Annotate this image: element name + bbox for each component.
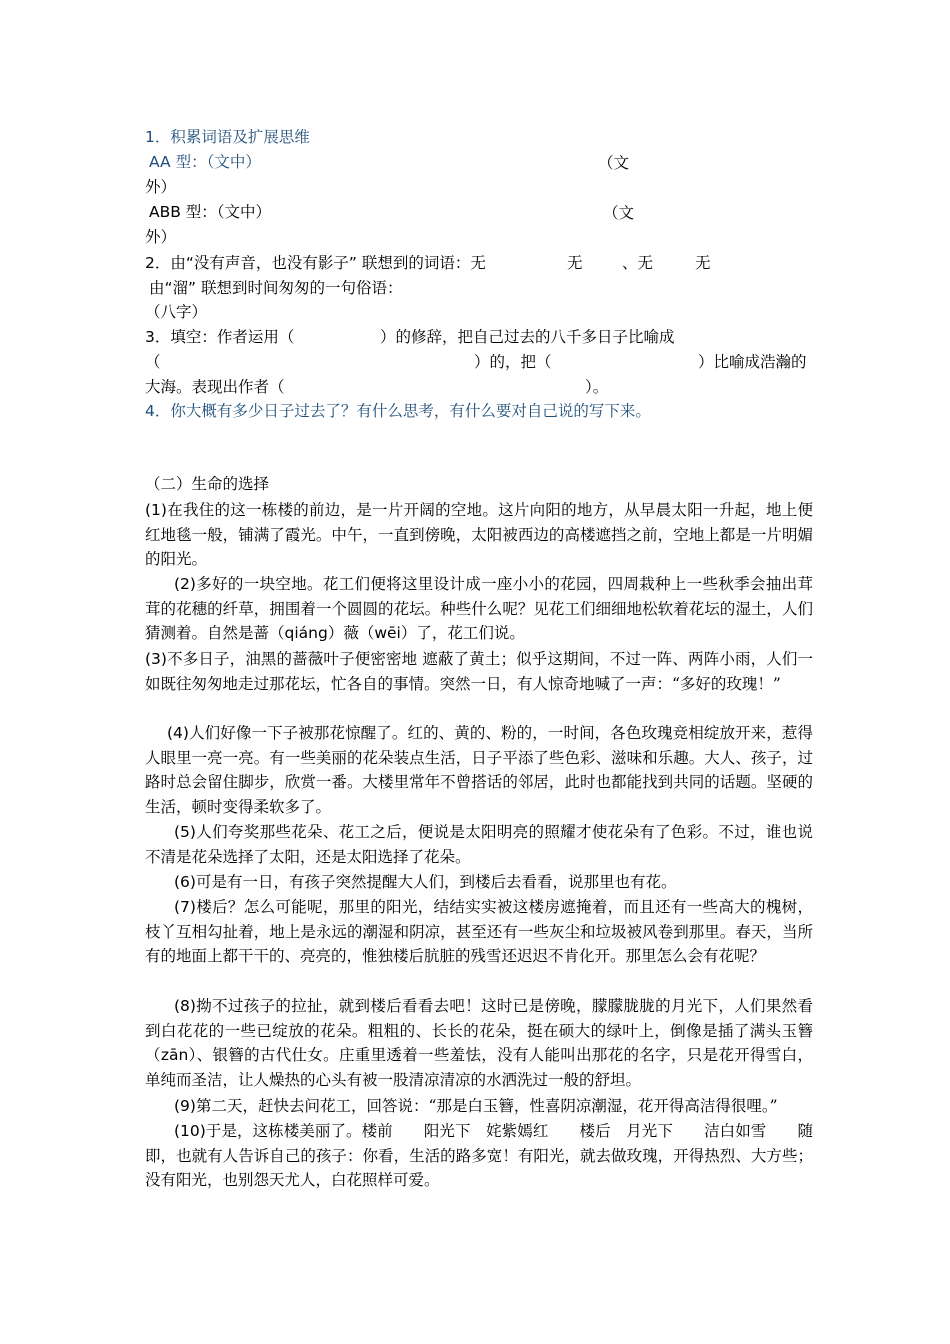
paragraph-number: (7) <box>174 898 196 916</box>
pinyin: zān <box>160 1046 189 1064</box>
question-3-part-b: ）的修辞，把自己过去的八千多日子比喻成 <box>380 328 675 346</box>
paragraph-5 <box>145 820 813 869</box>
paragraph-2 <box>145 572 813 646</box>
paragraph-text: 第二天，赶快去问花工，回答说：“那是白玉簪，性喜阴凉潮湿，花开得高洁得很哩。” <box>195 1097 778 1115</box>
question-3-part-f: 大海。表现出作者（ <box>145 378 285 396</box>
paragraph-number: (5) <box>174 823 196 841</box>
question-2-line-1: 2．由“没有声音，也没有影子” 联想到的词语：无 <box>145 254 486 272</box>
paragraph-number: (9) <box>174 1097 196 1115</box>
paragraph-7 <box>145 895 813 969</box>
paragraph-text: 于是，这栋楼美丽了。楼前 阳光下 姹紫嫣红 楼后 月光下 洁白如雪 随即，也就有人告诉自己的孩子：你看，生活的路多宽！有阳光，就去做玫瑰，开得热烈、大方些；没有阳光，也别怨天尤人，白花照样可爱。 <box>145 1122 813 1189</box>
paragraph-text: ）、银簪的古代仕女。庄重里透着一些羞怯，没有人能叫出那花的名字，只是花开得雪白，单纯而圣洁，让人燥热的心头有被一股清凉清凉的水洒洗过一般的舒坦。 <box>145 1046 813 1089</box>
paragraph-text: 人们好像一下子被那花惊醒了。红的、黄的、粉的，一时间，各色玫瑰竞相绽放开来，惹得人眼里一亮一亮。有一些美丽的花朵装点生活，日子平添了些色彩、滋味和乐趣。大人、孩子，过路时总会留住脚步，欣赏一番。大楼里常年不曾搭话的邻居，此时也都能找到共同的话题。坚硬的生活，顿时变得柔软多了。 <box>145 724 813 816</box>
paragraph-text: 多好的一块空地。花工们便将这里设计成一座小小的花园，四周栽种上一些秋季会抽出茸茸的花穗的纤草，拥围着一个圆圆的花坛。种些什么呢？见花工们细细地松软着花坛的湿土，人们猜测着。自然是蔷（ <box>145 575 813 642</box>
paragraph-10 <box>145 1119 813 1193</box>
paragraph-text: ）了，花工们说。 <box>400 624 525 642</box>
paragraph-text: ）薇（ <box>327 624 375 642</box>
passage-title: （二）生命的选择 <box>145 475 270 493</box>
question-3-part-e: ）比喻成浩瀚的 <box>698 353 807 371</box>
aa-type-label: AA 型：（文中） <box>149 153 261 171</box>
question-3-part-d: ）的，把（ <box>474 353 552 371</box>
pinyin: wēi <box>374 624 401 642</box>
aa-type-outside-cont: 外） <box>145 178 177 196</box>
paragraph-1 <box>145 498 813 572</box>
paragraph-number: (2) <box>174 575 196 593</box>
paragraph-3 <box>145 647 813 696</box>
question-2-blank-4: 无 <box>695 254 711 272</box>
question-2-blank-3: 、无 <box>622 254 654 272</box>
abb-type-outside-cont: 外） <box>145 228 177 246</box>
paragraph-text: 在我住的这一栋楼的前边，是一片开阔的空地。这片向阳的地方，从早晨太阳一升起，地上便红地毯一般，铺满了霞光。中午，一直到傍晚，太阳被西边的高楼遮挡之前，空地上都是一片明媚的阳光。 <box>145 501 813 568</box>
paragraph-number: (6) <box>174 873 196 891</box>
paragraph-9 <box>145 1094 813 1119</box>
question-1-title: 1．积累词语及扩展思维 <box>145 128 310 146</box>
paragraph-text: 不多日子，油黑的蔷薇叶子便密密地 遮蔽了黄土；似乎这期间，不过一阵、两阵小雨，人们一如既往匆匆地走过那花坛，忙各自的事情。突然一日，有人惊奇地喊了一声：“多好的玫瑰！” <box>145 650 813 693</box>
question-4: 4．你大概有多少日子过去了？有什么思考，有什么要对自己说的写下来。 <box>145 402 651 420</box>
paragraph-number: (3) <box>145 650 167 668</box>
aa-type-outside: （文 <box>598 154 630 172</box>
paragraph-number: (10) <box>174 1122 206 1140</box>
abb-type-label: ABB 型：（文中） <box>149 203 272 221</box>
paragraph-number: (1) <box>145 501 167 519</box>
pinyin: qiáng <box>284 624 328 642</box>
paragraph-6 <box>145 870 813 895</box>
question-2-line-3: （八字） <box>145 303 208 321</box>
paragraph-number: (8) <box>174 997 196 1015</box>
paragraph-8 <box>145 994 813 1092</box>
question-3-part-g: ）。 <box>585 378 609 396</box>
question-2-blank-2: 无 <box>567 254 583 272</box>
abb-type-outside: （文 <box>603 204 635 222</box>
question-2-line-2: 由“溜” 联想到时间匆匆的一句俗语： <box>149 279 403 297</box>
question-3-part-a: 3．填空：作者运用（ <box>145 328 295 346</box>
question-3-part-c: （ <box>145 353 161 371</box>
paragraph-text: 拗不过孩子的拉扯，就到楼后看看去吧！这时已是傍晚，朦朦胧胧的月光下，人们果然看到白花花的一些已绽放的花朵。粗粗的、长长的花朵，挺在硕大的绿叶上，倒像是插了满头玉簪（ <box>145 997 813 1064</box>
paragraph-text: 楼后？怎么可能呢，那里的阳光，结结实实被这楼房遮掩着，而且还有一些高大的槐树，枝丫互相勾扯着，地上是永远的潮湿和阴凉，甚至还有一些灰尘和垃圾被风卷到那里。春天，当所有的地面上都干干的、亮亮的，惟独楼后肮脏的残雪还迟迟不肯化开。那里怎么会有花呢？ <box>145 898 813 965</box>
paragraph-number: (4) <box>167 724 189 742</box>
paragraph-text: 可是有一日，有孩子突然提醒大人们，到楼后去看看，说那里也有花。 <box>195 873 677 891</box>
paragraph-4 <box>145 721 813 819</box>
paragraph-text: 人们夸奖那些花朵、花工之后，便说是太阳明亮的照耀才使花朵有了色彩。不过，谁也说不清是花朵选择了太阳，还是太阳选择了花朵。 <box>145 823 813 866</box>
